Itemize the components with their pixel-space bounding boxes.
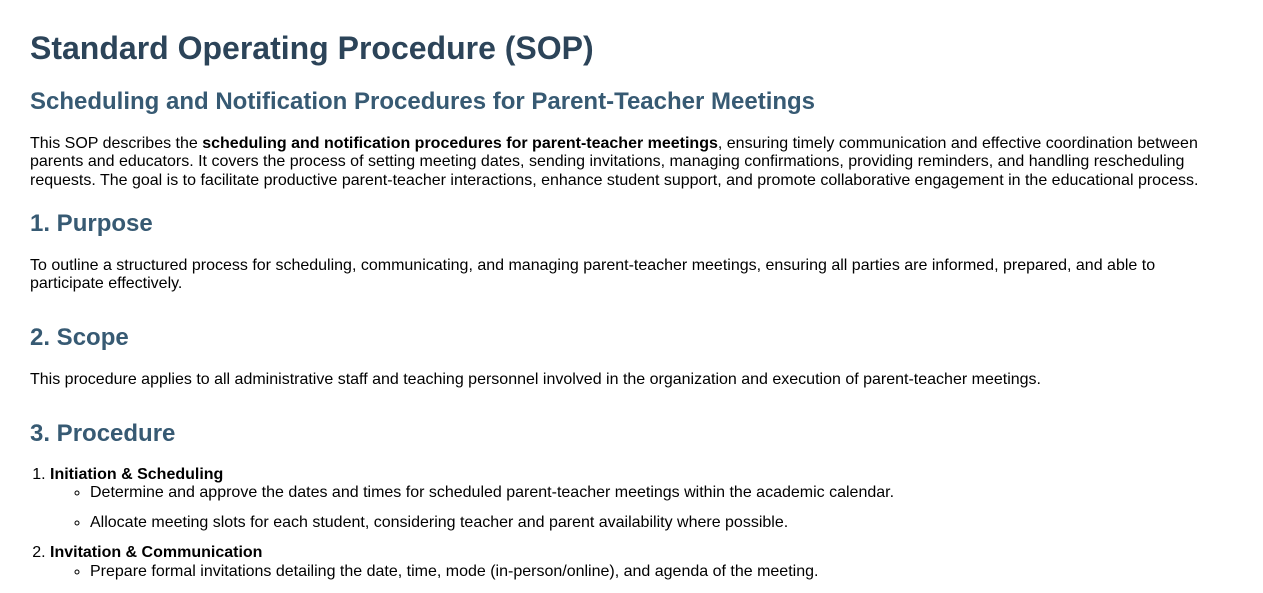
intro-emphasis: scheduling and notification procedures for parent-teacher meetings xyxy=(202,135,718,152)
step-item: ◦ Prepare formal invitations detailing the date, time, mode (in-person/online), and agenda of the meeting. xyxy=(90,563,1240,581)
step-title: Initiation & Scheduling xyxy=(50,466,224,483)
step-items-list xyxy=(50,484,1240,532)
step-items-list xyxy=(50,563,1240,581)
procedure-steps-list xyxy=(30,466,1240,593)
intro-text-end: , ensuring timely communication and effective coordination between parents and educators. It covers the process of setting meeting dates, sending invitations, managing confirmations, providing reminders, and handling rescheduling requests. The goal is to facilitate productive parent-teacher interactions, enhance student support, and promote collaborative engagement in the educational process. xyxy=(30,135,1199,189)
intro-text-start: This SOP describes the xyxy=(30,135,203,152)
step-title: Invitation & Communication xyxy=(50,544,263,562)
scope-heading: 2. Scope xyxy=(30,324,129,351)
purpose-heading: 1. Purpose xyxy=(30,210,153,237)
scope-text: This procedure applies to all administrative staff and teaching personnel involved in the organization and execution of parent-teacher meetings. xyxy=(30,371,1041,388)
procedure-heading: 3. Procedure xyxy=(30,420,176,447)
intro-paragraph xyxy=(30,135,1220,190)
procedure-step xyxy=(50,544,1240,581)
step-item: ◦ Determine and approve the dates and times for scheduled parent-teacher meetings within the academic calendar. xyxy=(90,484,1240,502)
purpose-text: To outline a structured process for scheduling, communicating, and managing parent-teacher meetings, ensuring all parties are informed, prepared, and able to participate effectively. xyxy=(30,257,1156,293)
document-subtitle: Scheduling and Notification Procedures for Parent-Teacher Meetings xyxy=(30,88,816,115)
page-title: Standard Operating Procedure (SOP) xyxy=(30,30,594,66)
procedure-step xyxy=(50,466,1240,533)
step-item: ◦ Allocate meeting slots for each student, considering teacher and parent availability where possible. xyxy=(90,514,1240,532)
